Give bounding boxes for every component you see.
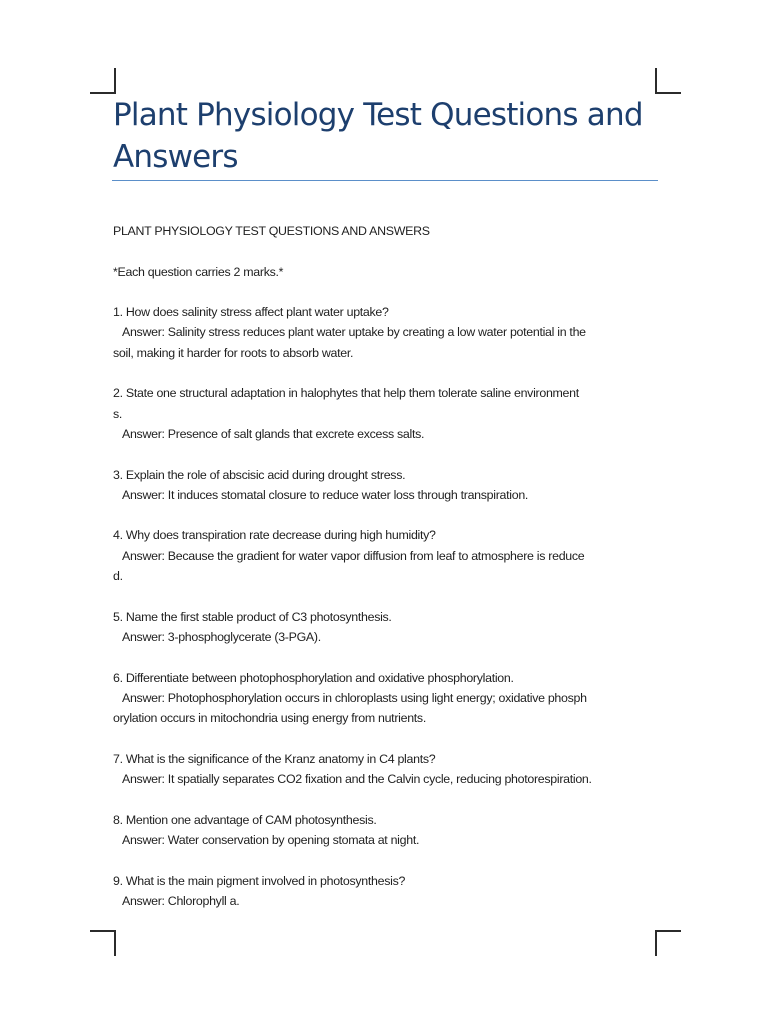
answer-9: Answer: Chlorophyll a. — [122, 893, 240, 908]
qa-item-8 — [113, 810, 658, 851]
question-2-line-1: 2. State one structural adaptation in halophytes that help them tolerate saline environment — [113, 386, 579, 401]
answer-8: Answer: Water conservation by opening stomata at night. — [122, 832, 420, 847]
qa-item-9 — [113, 871, 658, 912]
title-underline — [112, 180, 658, 181]
answer-7: Answer: It spatially separates CO2 fixation and the Calvin cycle, reducing photorespiration. — [122, 772, 592, 787]
answer-4-line-1: Answer: Because the gradient for water vapor diffusion from leaf to atmosphere is reduce — [122, 548, 585, 563]
question-2-line-2: s. — [113, 406, 123, 421]
question-8: 8. Mention one advantage of CAM photosynthesis. — [113, 812, 377, 827]
marks-note: *Each question carries 2 marks.* — [113, 264, 284, 279]
document-title: Plant Physiology Test Questions and Answers — [113, 97, 643, 175]
crop-mark-bottom-left — [90, 930, 116, 956]
qa-item-5 — [113, 607, 658, 648]
answer-6-line-1: Answer: Photophosphorylation occurs in chloroplasts using light energy; oxidative phosph — [122, 690, 587, 705]
question-7: 7. What is the significance of the Kranz anatomy in C4 plants? — [113, 751, 436, 766]
qa-item-6 — [113, 668, 658, 729]
answer-6-line-2: orylation occurs in mitochondria using energy from nutrients. — [113, 711, 426, 726]
question-6: 6. Differentiate between photophosphorylation and oxidative phosphorylation. — [113, 670, 514, 685]
question-3: 3. Explain the role of abscisic acid during drought stress. — [113, 467, 406, 482]
answer-4-line-2: d. — [113, 569, 123, 584]
question-5: 5. Name the first stable product of C3 photosynthesis. — [113, 609, 392, 624]
document-body — [113, 221, 658, 931]
question-1: 1. How does salinity stress affect plant water uptake? — [113, 305, 389, 320]
qa-item-7 — [113, 749, 658, 790]
crop-mark-top-left — [90, 68, 116, 94]
answer-3: Answer: It induces stomatal closure to reduce water loss through transpiration. — [122, 487, 529, 502]
qa-item-2 — [113, 383, 658, 444]
crop-mark-bottom-right — [655, 930, 681, 956]
question-9: 9. What is the main pigment involved in photosynthesis? — [113, 873, 406, 888]
crop-mark-top-right — [655, 68, 681, 94]
answer-5: Answer: 3-phosphoglycerate (3-PGA). — [122, 629, 321, 644]
answer-1-line-1: Answer: Salinity stress reduces plant water uptake by creating a low water potential in the — [122, 325, 586, 340]
answer-1-line-2: soil, making it harder for roots to absorb water. — [113, 345, 354, 360]
answer-2: Answer: Presence of salt glands that excrete excess salts. — [122, 426, 425, 441]
section-heading: PLANT PHYSIOLOGY TEST QUESTIONS AND ANSWERS — [113, 224, 430, 238]
question-4: 4. Why does transpiration rate decrease during high humidity? — [113, 528, 436, 543]
qa-item-3 — [113, 465, 658, 506]
qa-item-4 — [113, 525, 658, 586]
qa-item-1 — [113, 302, 658, 363]
